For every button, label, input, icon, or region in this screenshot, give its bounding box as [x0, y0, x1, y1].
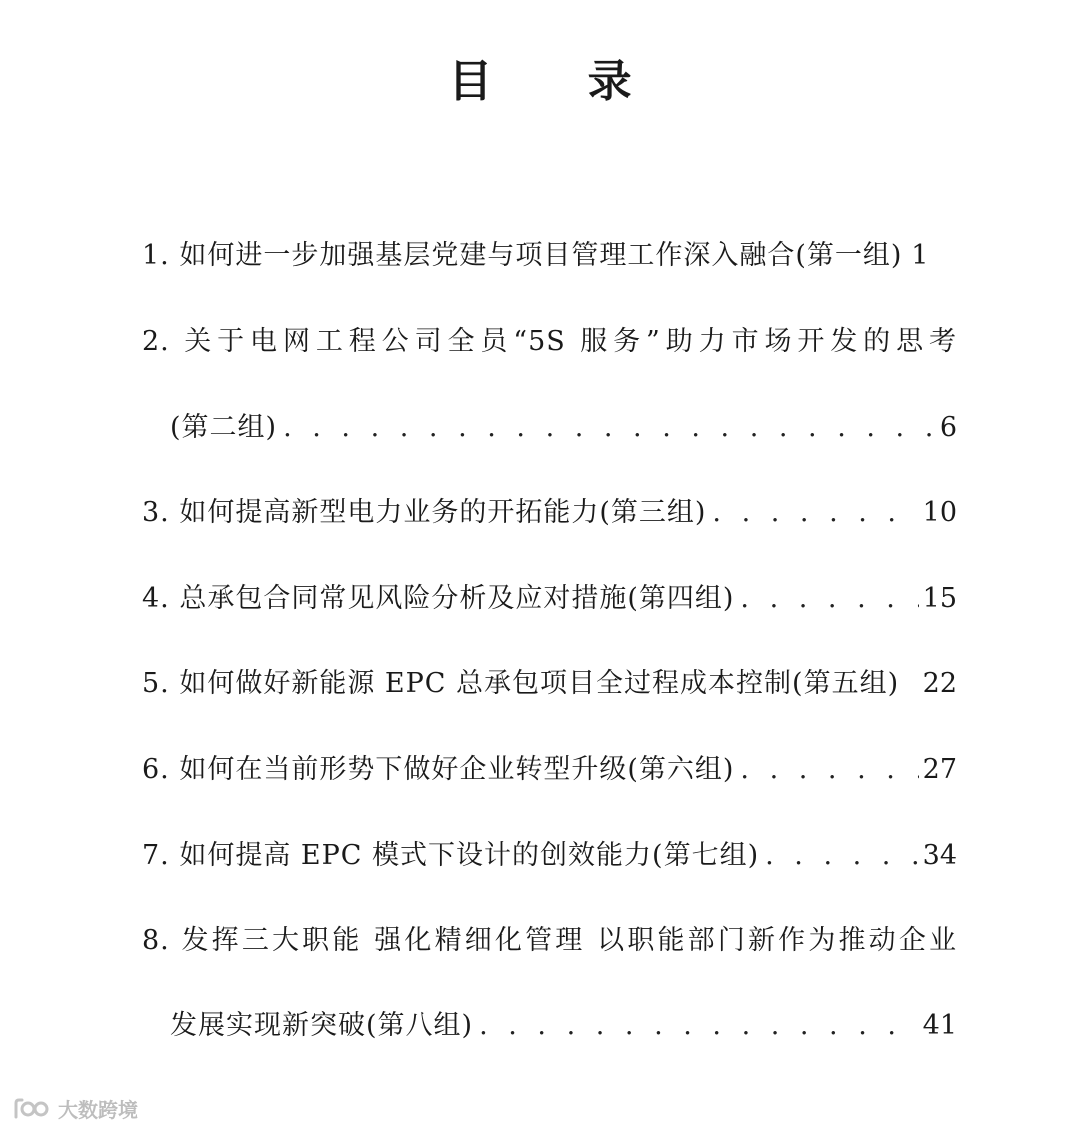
toc-entry-page: 1 — [911, 240, 929, 271]
toc-entry-5[interactable] — [142, 662, 957, 706]
toc-entry-page: 6 — [939, 412, 957, 443]
toc-entry-2[interactable] — [142, 320, 957, 364]
toc-entry-2-continued[interactable] — [170, 406, 957, 450]
page-title: 目 录 — [448, 56, 672, 107]
watermark-text: 大数跨境 — [58, 1098, 138, 1122]
toc-entry-7[interactable] — [142, 834, 957, 878]
toc-leader-dots — [734, 577, 918, 621]
toc-entry-title: 3. 如何提高新型电力业务的开拓能力(第三组) — [142, 497, 707, 528]
toc-entry-title: 5. 如何做好新能源 EPC 总承包项目全过程成本控制(第五组) — [142, 668, 900, 699]
toc-entry-4[interactable] — [142, 577, 957, 621]
toc-entry-3[interactable] — [142, 491, 957, 535]
toc-entry-title: 8. 发挥三大职能 强化精细化管理 以职能部门新作为推动企业 — [142, 925, 957, 956]
toc-entry-page: 27 — [922, 754, 957, 785]
toc-entry-title: 2. 关于电网工程公司全员“5S 服务”助力市场开发的思考 — [142, 326, 957, 357]
toc-entry-1[interactable] — [142, 234, 957, 278]
brand-logo-icon — [12, 1097, 52, 1121]
toc-entry-title: 4. 总承包合同常见风险分析及应对措施(第四组) — [142, 583, 735, 614]
toc-entry-6[interactable] — [142, 748, 957, 792]
toc-entry-page: 22 — [922, 668, 957, 699]
toc-entry-title: 7. 如何提高 EPC 模式下设计的创效能力(第七组) — [142, 840, 760, 871]
toc-entry-page: 15 — [922, 583, 957, 614]
toc-entry-title-continued: (第二组) — [170, 412, 278, 443]
toc-leader-dots — [734, 748, 918, 792]
watermark — [12, 1094, 138, 1123]
toc-entry-title: 1. 如何进一步加强基层党建与项目管理工作深入融合(第一组) — [142, 240, 903, 271]
toc-leader-dots — [759, 834, 919, 878]
toc-entry-8-continued[interactable] — [170, 1004, 957, 1048]
toc-leader-dots — [473, 1004, 919, 1048]
toc-leader-dots — [706, 491, 918, 535]
toc-entry-8[interactable] — [142, 919, 957, 963]
toc-leader-dots — [277, 406, 935, 450]
toc-entry-title: 6. 如何在当前形势下做好企业转型升级(第六组) — [142, 754, 735, 785]
toc-entry-page: 10 — [922, 497, 957, 528]
toc-entry-page: 41 — [922, 1010, 957, 1041]
toc-entry-title-continued: 发展实现新突破(第八组) — [170, 1010, 474, 1041]
toc-entry-page: 34 — [922, 840, 957, 871]
